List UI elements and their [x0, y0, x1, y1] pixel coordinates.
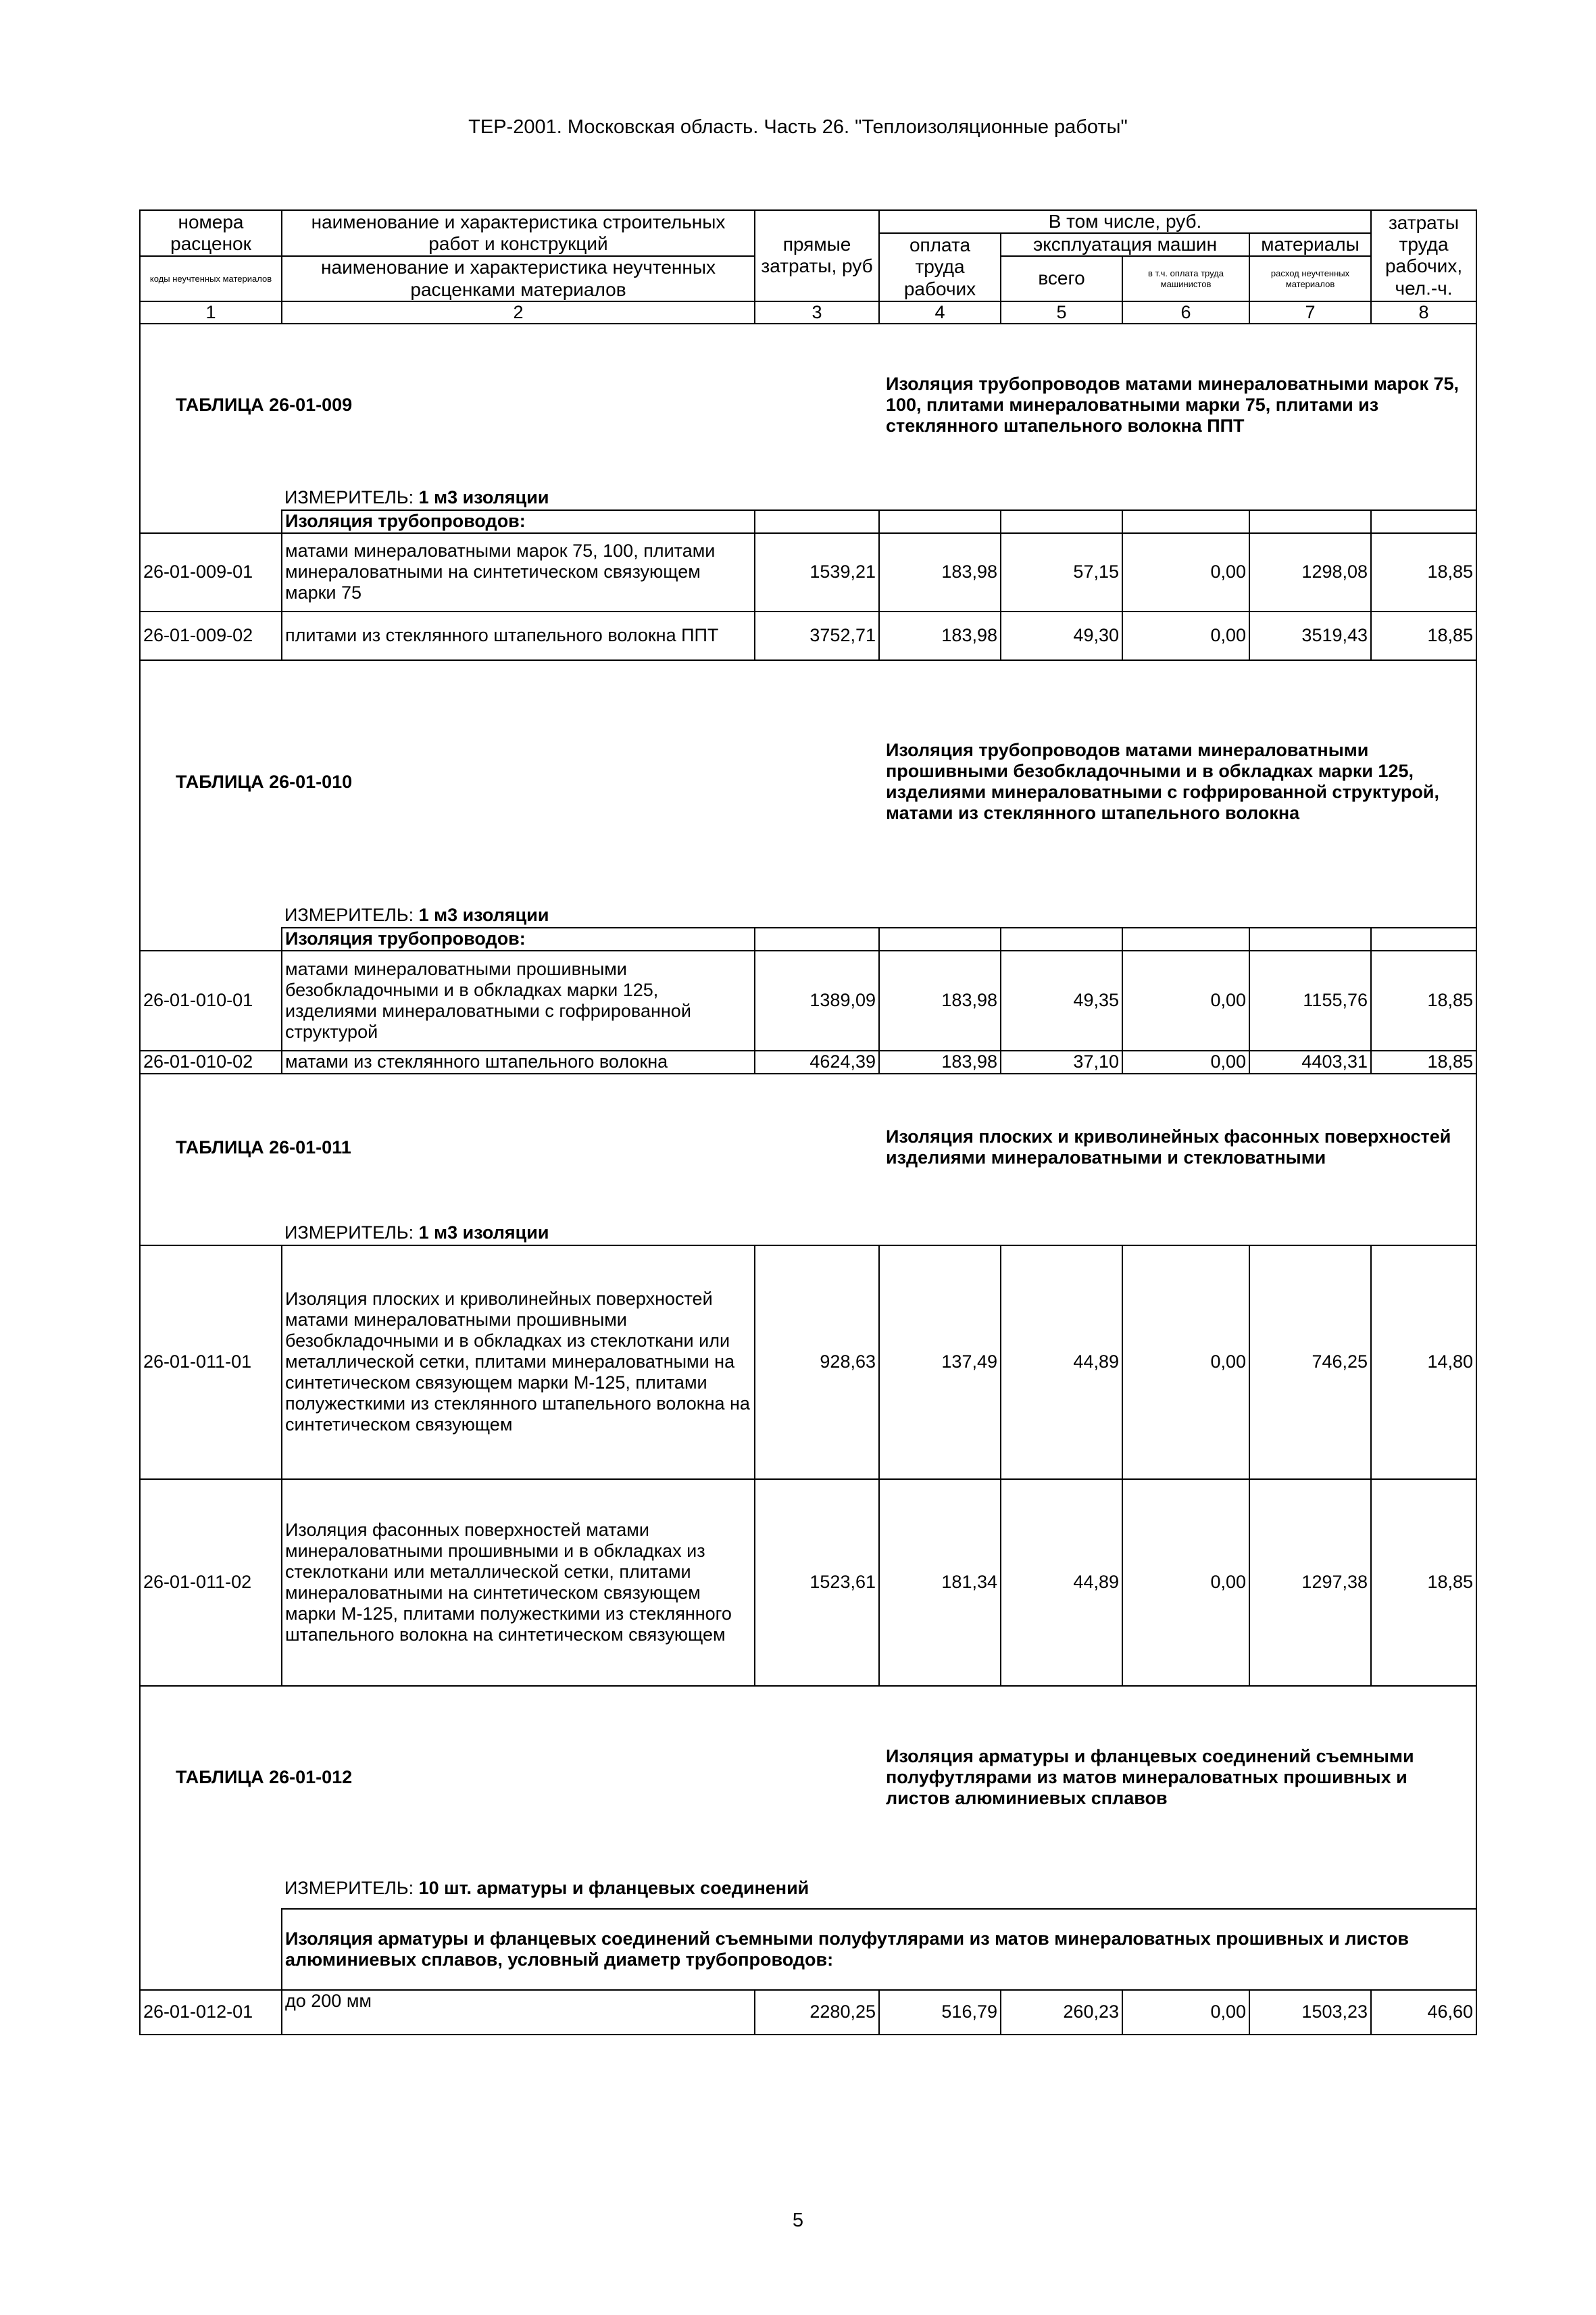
col-name-sub: наименование и характеристика неучтенных расценками материалов [282, 256, 755, 301]
labor-hours: 46,60 [1371, 1990, 1476, 2035]
machine-cost: 49,30 [1001, 612, 1122, 660]
col-number: 4 [879, 301, 1001, 324]
col-machines-header: эксплуатация машин [1001, 233, 1249, 256]
col-hours-header: затраты труда рабочих, чел.-ч. [1371, 210, 1476, 301]
col-number: 8 [1371, 301, 1476, 324]
labor-cost: 181,34 [879, 1479, 1001, 1686]
material-cost: 1155,76 [1249, 951, 1371, 1051]
table-row [140, 1245, 1476, 1479]
labor-cost: 183,98 [879, 612, 1001, 660]
col-number: 7 [1249, 301, 1371, 324]
direct-cost: 1523,61 [755, 1479, 879, 1686]
table-row [140, 533, 1476, 612]
col-mat-header: расход неучтенных материалов [1249, 256, 1371, 301]
rate-code: 26-01-009-02 [140, 612, 282, 660]
col-materials-header: материалы [1249, 233, 1371, 256]
col-number: 2 [282, 301, 755, 324]
table-row [140, 1479, 1476, 1686]
page-number: 5 [792, 2210, 804, 2231]
meter: ИЗМЕРИТЕЛЬ: 1 м3 изоляции [282, 486, 1476, 510]
labor-cost: 137,49 [879, 1245, 1001, 1479]
direct-cost: 3752,71 [755, 612, 879, 660]
material-cost: 746,25 [1249, 1245, 1371, 1479]
machinist-cost: 0,00 [1122, 612, 1249, 660]
col-codes-header: номера расценок [140, 210, 282, 256]
rate-code: 26-01-011-01 [140, 1245, 282, 1479]
group-title: Изоляция трубопроводов: [282, 928, 755, 951]
rate-code: 26-01-010-02 [140, 1051, 282, 1074]
material-cost: 1298,08 [1249, 533, 1371, 612]
rate-name: плитами из стеклянного штапельного волокна ППТ [282, 612, 755, 660]
labor-cost: 516,79 [879, 1990, 1001, 2035]
group-title: Изоляция арматуры и фланцевых соединений съемными полуфутлярами из матов минераловатных прошивных и листов алюминиевых сплавов, условный диаметр трубопроводов: [282, 1909, 1476, 1990]
col-number: 5 [1001, 301, 1122, 324]
labor-hours: 18,85 [1371, 533, 1476, 612]
col-codes-sub: коды неучтенных материалов [140, 256, 282, 301]
labor-cost: 183,98 [879, 1051, 1001, 1074]
meter: ИЗМЕРИТЕЛЬ: 1 м3 изоляции [282, 903, 1476, 928]
meter: ИЗМЕРИТЕЛЬ: 1 м3 изоляции [282, 1221, 1476, 1245]
rate-name: матами минераловатными марок 75, 100, плитами минераловатными на синтетическом связующем марки 75 [282, 533, 755, 612]
labor-hours: 18,85 [1371, 951, 1476, 1051]
table-row [140, 951, 1476, 1051]
table-title: Изоляция плоских и криволинейных фасонных поверхностей изделиями минераловатными и стекловатными [879, 1074, 1476, 1221]
machine-cost: 37,10 [1001, 1051, 1122, 1074]
material-cost: 3519,43 [1249, 612, 1371, 660]
material-cost: 4403,31 [1249, 1051, 1371, 1074]
direct-cost: 4624,39 [755, 1051, 879, 1074]
table-label: ТАБЛИЦА 26-01-010 [140, 660, 879, 903]
machine-cost: 44,89 [1001, 1245, 1122, 1479]
table-row [140, 1990, 1476, 2035]
col-number: 6 [1122, 301, 1249, 324]
col-group-header: В том числе, руб. [879, 210, 1371, 233]
table-label: ТАБЛИЦА 26-01-011 [140, 1074, 879, 1221]
machinist-cost: 0,00 [1122, 1245, 1249, 1479]
rate-name: Изоляция фасонных поверхностей матами минераловатными прошивными и в обкладках из стеклоткани или металлической сетки, плитами минераловатными на синтетическом связующем марки М-125, плитами полужесткими из стеклянного штапельного волокна на синтетическом связующем [282, 1479, 755, 1686]
table-row [140, 1051, 1476, 1074]
direct-cost: 928,63 [755, 1245, 879, 1479]
rate-code: 26-01-010-01 [140, 951, 282, 1051]
direct-cost: 1389,09 [755, 951, 879, 1051]
rates-table [139, 209, 1477, 2035]
table-title: Изоляция трубопроводов матами минераловатными прошивными безобкладочными и в обкладках марки 125, изделиями минераловатными с гофрированной структурой, матами из стеклянного штапельного волокна [879, 660, 1476, 903]
labor-hours: 18,85 [1371, 612, 1476, 660]
labor-cost: 183,98 [879, 533, 1001, 612]
labor-hours: 18,85 [1371, 1051, 1476, 1074]
machinist-cost: 0,00 [1122, 1990, 1249, 2035]
machinist-cost: 0,00 [1122, 533, 1249, 612]
table-title: Изоляция трубопроводов матами минераловатными марок 75, 100, плитами минераловатными марки 75, плитами из стеклянного штапельного волокна ППТ [879, 324, 1476, 486]
labor-hours: 18,85 [1371, 1479, 1476, 1686]
material-cost: 1503,23 [1249, 1990, 1371, 2035]
material-cost: 1297,38 [1249, 1479, 1371, 1686]
rate-name: матами из стеклянного штапельного волокна [282, 1051, 755, 1074]
machinist-cost: 0,00 [1122, 1479, 1249, 1686]
direct-cost: 1539,21 [755, 533, 879, 612]
machine-cost: 49,35 [1001, 951, 1122, 1051]
labor-hours: 14,80 [1371, 1245, 1476, 1479]
direct-cost: 2280,25 [755, 1990, 879, 2035]
rate-code: 26-01-009-01 [140, 533, 282, 612]
group-title: Изоляция трубопроводов: [282, 510, 755, 533]
table-row [140, 612, 1476, 660]
machinist-cost: 0,00 [1122, 1051, 1249, 1074]
col-mach-total-header: всего [1001, 256, 1122, 301]
table-label: ТАБЛИЦА 26-01-012 [140, 1686, 879, 1868]
machine-cost: 44,89 [1001, 1479, 1122, 1686]
machinist-cost: 0,00 [1122, 951, 1249, 1051]
col-name-header: наименование и характеристика строительных работ и конструкций [282, 210, 755, 256]
col-direct-header: прямые затраты, руб [755, 210, 879, 301]
table-title: Изоляция арматуры и фланцевых соединений съемными полуфутлярами из матов минераловатных прошивных и листов алюминиевых сплавов [879, 1686, 1476, 1868]
rate-name: Изоляция плоских и криволинейных поверхностей матами минераловатными прошивными безобкладочными и в обкладках из стеклоткани или металлической сетки, плитами минераловатными на синтетическом связующем марки М-125, плитами полужесткими из стеклянного штапельного волокна на синтетическом связующем [282, 1245, 755, 1479]
rate-code: 26-01-012-01 [140, 1990, 282, 2035]
rate-code: 26-01-011-02 [140, 1479, 282, 1686]
col-number: 1 [140, 301, 282, 324]
machine-cost: 260,23 [1001, 1990, 1122, 2035]
page-header: ТЕР-2001. Московская область. Часть 26. "Теплоизоляционные работы" [468, 116, 1128, 138]
col-labor-header: оплата труда рабочих [879, 233, 1001, 301]
col-number: 3 [755, 301, 879, 324]
rate-name: до 200 мм [282, 1990, 755, 2035]
machine-cost: 57,15 [1001, 533, 1122, 612]
table-label: ТАБЛИЦА 26-01-009 [140, 324, 879, 486]
col-mach-labor-header: в т.ч. оплата труда машинистов [1122, 256, 1249, 301]
rate-name: матами минераловатными прошивными безобкладочными и в обкладках марки 125, изделиями минераловатными с гофрированной структурой [282, 951, 755, 1051]
meter: ИЗМЕРИТЕЛЬ: 10 шт. арматуры и фланцевых соединений [282, 1868, 1476, 1909]
labor-cost: 183,98 [879, 951, 1001, 1051]
